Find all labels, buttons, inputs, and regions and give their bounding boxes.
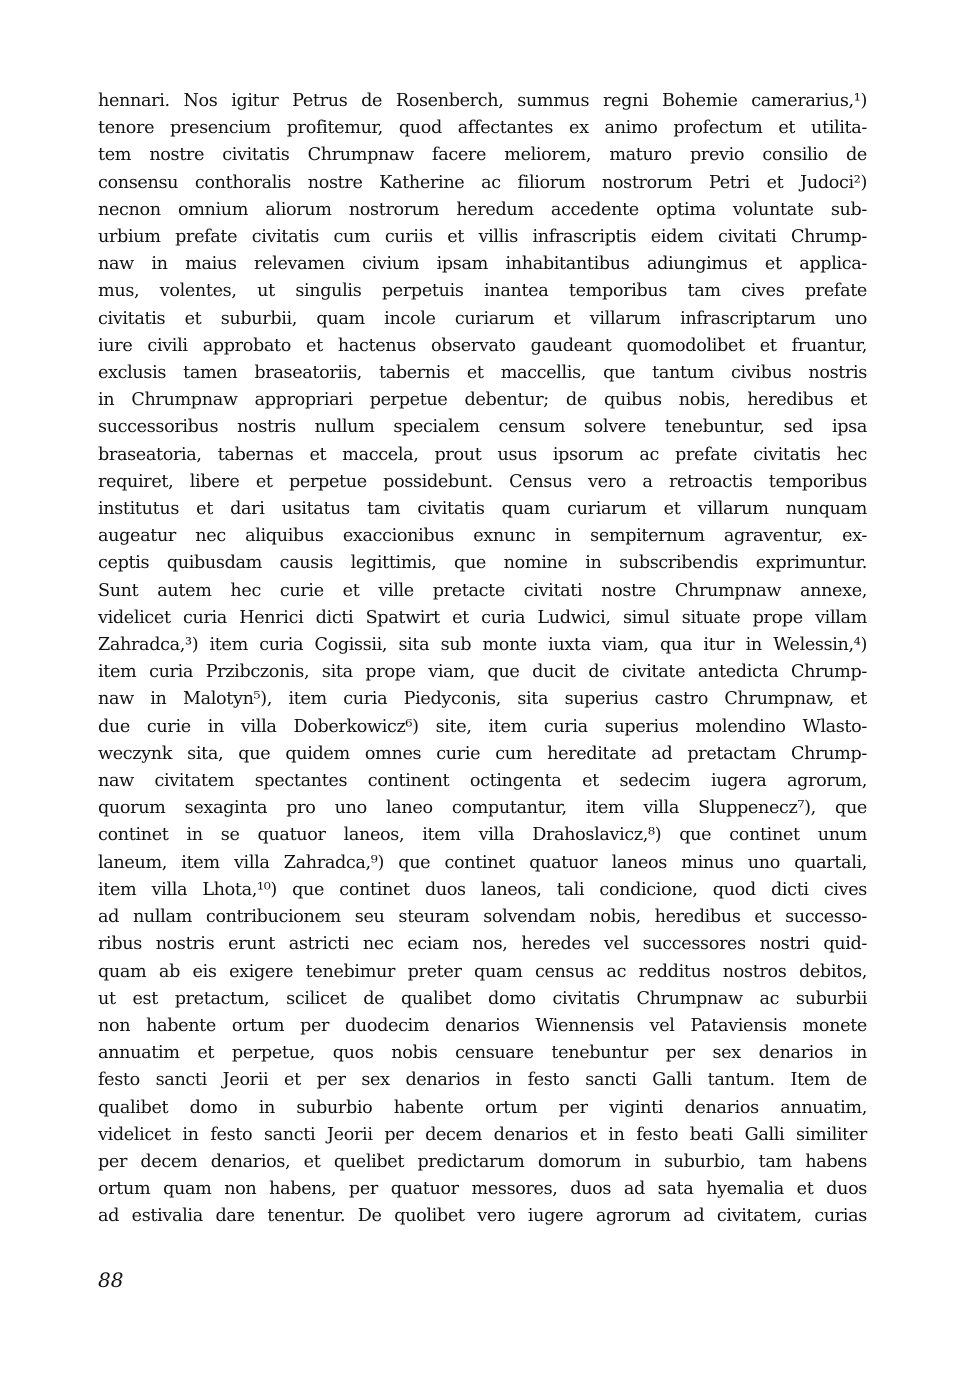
text-line: videlicet in festo sancti Jeorii per decem denarios et in festo beati Galli similiter <box>98 1124 867 1145</box>
document-page <box>98 88 867 1231</box>
text-line: necnon omnium aliorum nostrorum heredum accedente optima voluntate sub- <box>98 199 867 220</box>
text-line: ad estivalia dare tenentur. De quolibet vero iugere agrorum ad civitatem, curias <box>98 1206 867 1227</box>
text-line: exclusis tamen braseatoriis, tabernis et maccellis, que tantum civibus nostris <box>98 363 867 384</box>
text-line: quam ab eis exigere tenebimur preter quam census ac redditus nostros debitos, <box>98 961 867 982</box>
text-line: Sunt autem hec curie et ville pretacte civitati nostre Chrumpnaw annexe, <box>98 580 867 601</box>
text-line: hennari. Nos igitur Petrus de Rosenberch, summus regni Bohemie camerarius,¹) <box>98 91 867 111</box>
text-line: non habente ortum per duodecim denarios Wiennensis vel Pataviensis monete <box>98 1015 867 1036</box>
text-line: qualibet domo in suburbio habente ortum per viginti denarios annuatim, <box>98 1097 867 1118</box>
text-line: annuatim et perpetue, quos nobis censuare tenebuntur per sex denarios in <box>98 1043 867 1064</box>
text-line: tem nostre civitatis Chrumpnaw facere meliorem, maturo previo consilio de <box>98 145 867 166</box>
text-line: videlicet curia Henrici dicti Spatwirt et curia Ludwici, simul situate prope villam <box>98 607 867 628</box>
text-line: mus, volentes, ut singulis perpetuis inantea temporibus tam cives prefate <box>98 281 867 302</box>
text-line: consensu conthoralis nostre Katherine ac filiorum nostrorum Petri et Judoci²) <box>98 172 867 193</box>
text-line: festo sancti Jeorii et per sex denarios in festo sancti Galli tantum. Item de <box>98 1070 867 1091</box>
body-text <box>98 88 867 1231</box>
text-line: weczynk sita, que quidem omnes curie cum hereditate ad pretactam Chrump- <box>98 743 867 764</box>
text-line: naw in Malotyn⁵), item curia Piedyconis, sita superius castro Chrumpnaw, et <box>98 689 867 710</box>
text-line: institutus et dari usitatus tam civitatis quam curiarum et villarum nunquam <box>98 499 867 520</box>
text-line: naw civitatem spectantes continent octingenta et sedecim iugera agrorum, <box>98 771 867 792</box>
text-line: continet in se quatuor laneos, item villa Drahoslavicz,⁸) que continet unum <box>98 825 867 846</box>
text-line: successoribus nostris nullum specialem censum solvere tenebuntur, sed ipsa <box>98 417 867 438</box>
text-line: Zahradca,³) item curia Cogissii, sita sub monte iuxta viam, qua itur in Welessin,⁴) <box>98 635 867 656</box>
text-line: ad nullam contribucionem seu steuram solvendam nobis, heredibus et successo- <box>98 907 867 928</box>
text-line: ceptis quibusdam causis legittimis, que nomine in subscribendis exprimuntur. <box>98 553 867 574</box>
text-line: ut est pretactum, scilicet de qualibet domo civitatis Chrumpnaw ac suburbii <box>98 988 867 1009</box>
text-line: civitatis et suburbii, quam incole curiarum et villarum infrascriptarum uno <box>98 308 867 329</box>
text-line: iure civili approbato et hactenus observato gaudeant quomodolibet et fruantur, <box>98 335 867 356</box>
text-line: tenore presencium profitemur, quod affectantes ex animo profectum et utilita- <box>98 118 867 139</box>
text-line: laneum, item villa Zahradca,⁹) que continet quatuor laneos minus uno quartali, <box>98 852 867 873</box>
text-line: quorum sexaginta pro uno laneo computantur, item villa Sluppenecz⁷), que <box>98 798 867 819</box>
text-line: per decem denarios, et quelibet predictarum domorum in suburbio, tam habens <box>98 1151 867 1172</box>
text-line: requiret, libere et perpetue possidebunt. Census vero a retroactis temporibus <box>98 471 867 492</box>
text-line: item villa Lhota,¹⁰) que continet duos laneos, tali condicione, quod dicti cives <box>98 879 867 900</box>
text-line: due curie in villa Doberkowicz⁶) site, item curia superius molendino Wlasto- <box>98 716 867 737</box>
text-line: in Chrumpnaw appropriari perpetue debentur; de quibus nobis, heredibus et <box>98 390 867 411</box>
page-number: 88 <box>98 1268 124 1292</box>
text-line: ribus nostris erunt astricti nec eciam nos, heredes vel successores nostri quid- <box>98 934 867 955</box>
text-line: urbium prefate civitatis cum curiis et villis infrascriptis eidem civitati Chrump- <box>98 227 867 248</box>
text-line: braseatoria, tabernas et maccela, prout usus ipsorum ac prefate civitatis hec <box>98 444 867 465</box>
text-line: augeatur nec aliquibus exaccionibus exnunc in sempiternum agraventur, ex- <box>98 526 867 547</box>
text-line: naw in maius relevamen civium ipsam inhabitantibus adiungimus et applica- <box>98 254 867 275</box>
text-line: item curia Przibczonis, sita prope viam, que ducit de civitate antedicta Chrump- <box>98 662 867 683</box>
text-line: ortum quam non habens, per quatuor messores, duos ad sata hyemalia et duos <box>98 1179 867 1200</box>
